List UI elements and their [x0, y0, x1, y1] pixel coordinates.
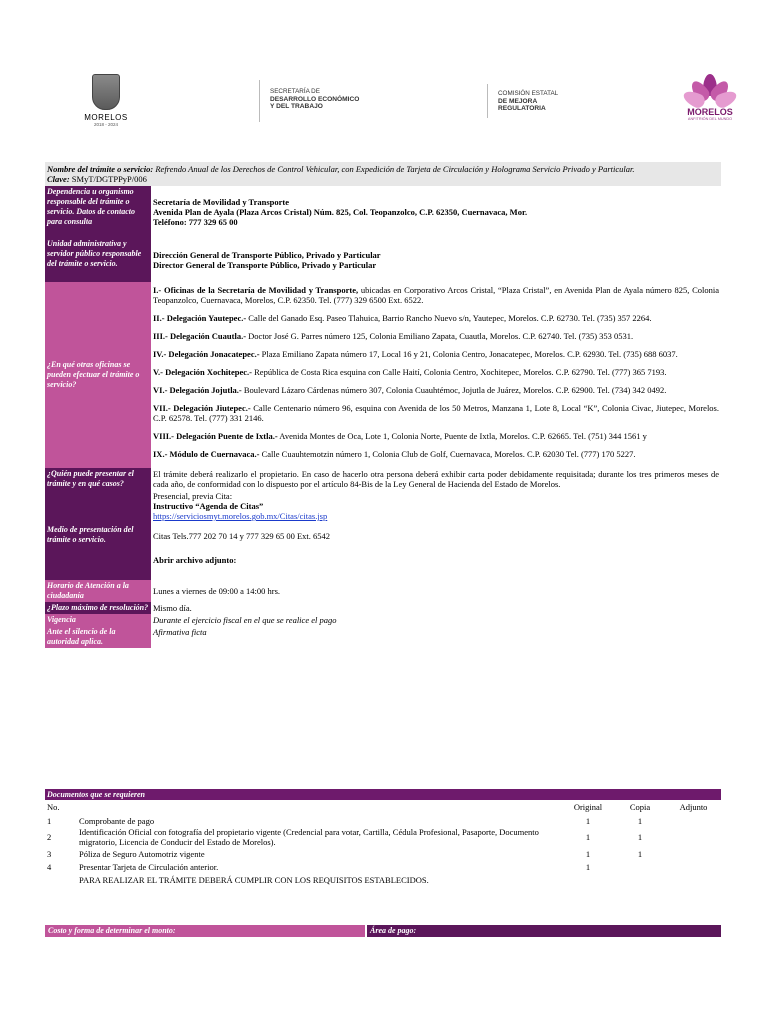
office-item: VI.- Delegación Jojutla.- Boulevard Lázaro Cárdenas número 307, Colonia Cuauhtémoc, Jojutla de Juárez, Morelos. C.P. 62900. Tel. (734) 342 0492. [153, 385, 667, 395]
procedure-name-label: Nombre del trámite o servicio: [47, 164, 154, 174]
document-desc: Póliza de Seguro Automotriz vigente [79, 848, 205, 859]
document-copia [614, 860, 666, 873]
document-desc: Identificación Oficial con fotografía del propietario vigente (Credencial para votar, Cartilla, Cédula Profesional, Pasaporte, Documento migratorio, Licencia de Conducir del Estado de Morelos). [79, 827, 539, 847]
documents-note: PARA REALIZAR EL TRÁMITE DEBERÁ CUMPLIR CON LOS REQUISITOS ESTABLECIDOS. [79, 875, 429, 885]
plazo-value: Mismo día. [153, 603, 192, 613]
office-item: IX.- Módulo de Cuernavaca.- Calle Cuauhtemotzin número 1, Colonia Club de Golf, Cuernavaca, Morelos. C.P. 62030 Tel. (777) 170 5227. [153, 449, 636, 459]
document-no: 4 [47, 861, 52, 872]
document-copia: 1 [637, 848, 643, 859]
procedure-key-value: SMyT/DGTPPyP/006 [71, 174, 147, 184]
comision-logo-text: COMISIÓN ESTATAL DE MEJORA REGULATORIA [498, 90, 559, 113]
attach-label[interactable]: Abrir archivo adjunto: [153, 555, 237, 565]
document-row [45, 827, 721, 847]
coat-of-arms-icon [92, 74, 120, 110]
office-item: VIII.- Delegación Puente de Ixtla.- Avenida Montes de Oca, Lote 1, Colonia Norte, Puente de Ixtla, Morelos. C.P. 62665. Tel. (751) 344 1561 y [153, 431, 647, 441]
medio-label: Medio de presentación del trámite o servicio. [45, 490, 151, 580]
office-item: IV.- Delegación Jonacatepec.- Plaza Emiliano Zapata número 17, Local 16 y 21, Colonia Centro, Jonacatepec, Morelos. C.P. 62930. Tel. (735) 688 6037. [153, 349, 678, 359]
unidad-label: Unidad administrativa y servidor público responsable del trámite o servicio. [45, 238, 151, 282]
row-oficinas [45, 282, 721, 468]
silencio-label: Ante el silencio de la autoridad aplica. [45, 626, 151, 648]
divider [487, 84, 488, 118]
row-dependencia [45, 186, 721, 238]
document-adjunto [666, 814, 721, 827]
morelos-anfitrion-logo: MORELOS ANFITRIÓN DEL MUNDO [680, 72, 740, 122]
horario-value: Lunes a viernes de 09:00 a 14:00 hrs. [153, 586, 280, 596]
lotus-icon [687, 72, 733, 108]
row-horario [45, 580, 721, 602]
quien-label: ¿Quién puede presentar el trámite y en qué casos? [45, 468, 151, 490]
office-item: I.- Oficinas de la Secretaría de Movilidad y Transporte, ubicadas en Corporativo Arcos Cristal, “Plaza Cristal”, en Avenida Plan de Ayala número 825, Colonia Teopanzolco, Cuernavaca, Morelos, C.P. 62350. Tel. (777) 329 6500 Ext. 6522. [153, 285, 719, 305]
vigencia-label: Vigencia [45, 614, 151, 626]
procedure-key-label: Clave: [47, 174, 70, 184]
divider [259, 80, 260, 122]
document-no: 3 [47, 848, 52, 859]
document-original: 1 [585, 815, 591, 826]
office-item: V.- Delegación Xochitepec.- República de Costa Rica esquina con Calle Haití, Colonia Centro, Xochitepec, Morelos. C.P. 62790. Tel. (777) 365 7193. [153, 367, 667, 377]
documents-table [45, 789, 721, 887]
row-medio [45, 490, 721, 580]
page-header [0, 0, 768, 160]
oficinas-list [151, 282, 721, 468]
document-row [45, 814, 721, 827]
silencio-value: Afirmativa ficta [153, 627, 207, 637]
office-item: VII.- Delegación Jiutepec.- Calle Centenario número 96, esquina con Avenida de los 50 Metros, Manzana 1, Lote 8, Local “K”, Colonia Civac, Jiutepec, Morelos. C.P. 62578. Tel. (777) 331 2146. [153, 403, 719, 423]
document-no: 1 [47, 815, 52, 826]
medio-value: Presencial, previa Cita: Instructivo “Agenda de Citas” https://serviciosmyt.morelos.gob.mx/Citas/citas.jsp Citas Tels.777 202 70 14 y 777 329 65 00 Ext. 6542 Abrir archivo adjunto: [151, 490, 721, 580]
document-no: 2 [47, 832, 52, 842]
document-row [45, 847, 721, 860]
row-quien [45, 468, 721, 490]
document-adjunto [666, 860, 721, 873]
morelos-government-logo: MORELOS 2018 - 2024 [78, 74, 134, 127]
documents-note-row [45, 873, 721, 887]
documents-header: Documentos que se requieren [45, 789, 721, 800]
payment-area-label: Área de pago: [367, 925, 721, 937]
cost-label: Costo y forma de determinar el monto: [45, 925, 365, 937]
document-original: 1 [585, 848, 591, 859]
citas-link[interactable]: https://serviciosmyt.morelos.gob.mx/Citas/citas.jsp [153, 511, 328, 521]
dependencia-value: Secretaría de Movilidad y Transporte Avenida Plan de Ayala (Plaza Arcos Cristal) Núm. 825, Col. Teopanzolco, C.P. 62350, Cuernavaca, Mor. Teléfono: 777 329 65 00 [153, 197, 528, 227]
row-unidad [45, 238, 721, 282]
quien-value: El trámite deberá realizarlo el propietario. En caso de hacerlo otra persona deberá exhibir carta poder debidamente requisitada; durante los tres primeros meses de cada año, de conformidad con lo dispuesto por el artículo 84-Bis de la Ley General de Hacienda del Estado de Morelos. [153, 469, 719, 489]
unidad-value: Dirección General de Transporte Público, Privado y Particular Director General de Transporte Público, Privado y Particular [153, 250, 381, 270]
document-row [45, 860, 721, 873]
document-copia: 1 [637, 815, 643, 826]
row-silencio [45, 626, 721, 648]
procedure-name-value: Refrendo Anual de los Derechos de Control Vehicular, con Expedición de Tarjeta de Circulación y Holograma Servicio Privado y Particular. [155, 164, 635, 174]
row-plazo [45, 602, 721, 614]
cost-bar [45, 925, 721, 937]
office-item: III.- Delegación Cuautla.- Doctor José G. Parres número 125, Colonia Emiliano Zapata, Cuautla, Morelos. C.P. 62740. Tel. (735) 353 0531. [153, 331, 634, 341]
document-copia: 1 [637, 832, 643, 842]
document-original: 1 [585, 832, 591, 842]
document-adjunto [666, 827, 721, 847]
vigencia-value: Durante el ejercicio fiscal en el que se realice el pago [153, 615, 337, 625]
tramite-info-table [45, 162, 721, 648]
office-item: II.- Delegación Yautepec.- Calle del Ganado Esq. Paseo Tlahuica, Barrio Rancho Nuevo s/n, Yautepec, Morelos. C.P. 62730. Tel. (735) 357 2264. [153, 313, 652, 323]
document-original: 1 [585, 861, 591, 872]
documents-columns: No. Original Copia Adjunto [47, 802, 708, 812]
title-row [45, 162, 721, 186]
oficinas-label: ¿En qué otras oficinas se pueden efectuar el trámite o servicio? [45, 282, 151, 468]
document-adjunto [666, 847, 721, 860]
plazo-label: ¿Plazo máximo de resolución? [45, 602, 151, 614]
document-desc: Comprobante de pago [79, 815, 155, 826]
secretaria-logo-text: SECRETARÍA DE DESARROLLO ECONÓMICO Y DEL TRABAJO [270, 88, 360, 111]
row-vigencia [45, 614, 721, 626]
horario-label: Horario de Atención a la ciudadanía [45, 580, 151, 602]
document-desc: Presentar Tarjeta de Circulación anterior. [79, 861, 219, 872]
dependencia-label: Dependencia u organismo responsable del trámite o servicio. Datos de contacto para consulta [45, 186, 151, 238]
